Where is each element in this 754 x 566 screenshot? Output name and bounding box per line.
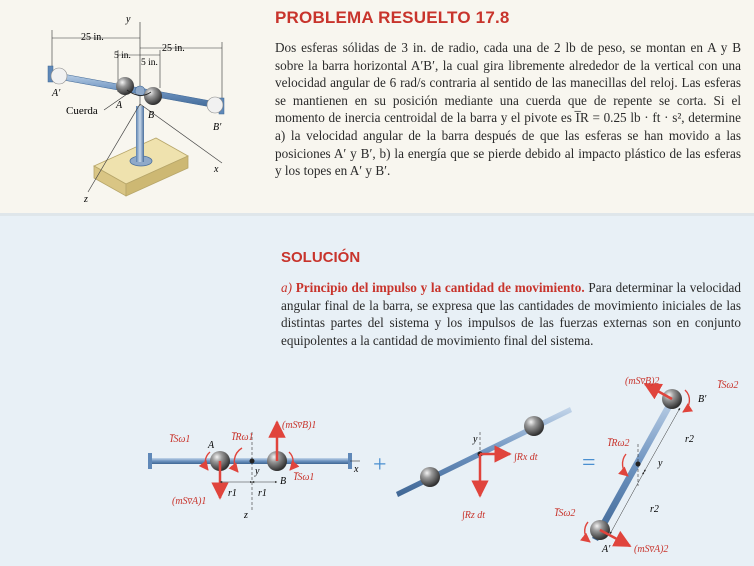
problem-figure: [0, 0, 262, 214]
label-rz-dt: ∫Rz dt: [462, 510, 486, 521]
axis-y-final: y: [658, 458, 663, 469]
solution-title: SOLUCIÓN: [281, 249, 361, 266]
sphere-ghost-a-prime: [51, 68, 67, 84]
dim-5in-left: 5 in.: [114, 51, 131, 61]
label-b: B: [148, 110, 155, 121]
impulse-momentum-figure: [140, 362, 754, 566]
label-r2-top: r2: [685, 434, 694, 445]
label-mv-a2: (mSv̅A)2: [634, 544, 669, 555]
axis-y-impulse: y: [473, 434, 478, 445]
axis-label-y: y: [126, 14, 131, 25]
label-is-w2-bottom: I̅Sω2: [555, 508, 576, 519]
label-is-w1-left: I̅Sω1: [170, 434, 191, 445]
plus-sign: +: [373, 452, 387, 478]
impulse-state: [396, 407, 572, 521]
label-cuerda: Cuerda: [66, 105, 98, 117]
axis-x-initial: x: [354, 464, 359, 475]
solution-paragraph: [281, 279, 741, 349]
dim-25in-right: 25 in.: [162, 43, 185, 54]
initial-state: [148, 420, 360, 521]
label-a-prime-final: A′: [602, 544, 611, 555]
vertical-post: [136, 106, 144, 162]
label-a-initial: A: [208, 440, 215, 451]
label-ir-w2: I̅Rω2: [608, 438, 630, 449]
label-r1-right: r1: [258, 488, 267, 499]
problem-title: PROBLEMA RESUELTO 17.8: [275, 8, 510, 27]
axis-z-initial: z: [244, 510, 248, 521]
axis-label-z: z: [84, 194, 88, 205]
sphere-a: [116, 77, 134, 95]
label-r1-left: r1: [228, 488, 237, 499]
problem-statement: Dos esferas sólidas de 3 in. de radio, cada una de 2 lb de peso, se montan en A y B sobre la barra horizontal A′B′, la cual gira libremente alrededor de la vertical con una velocidad angular de 6 rad/s contraria al sentido de las manecillas del reloj. Las esferas se mantienen en su posición mediante una cuerda que de repente se corta. Si el momento de inercia centroidal de la barra y el pivote es I̅R = 0.25 lb · ft · s², determine a) la velocidad angular de la barra después de que las esferas se han movido a las posiciones A′ y B′, b) la energía que se pierde debido al impacto plástico de las esferas y los topes en A′ y B′.: [275, 40, 741, 179]
label-a: A: [116, 100, 123, 111]
label-ir-w1: I̅Rω1: [232, 432, 254, 443]
label-mv-b1: (mSv̅B)1: [282, 420, 317, 431]
dim-25in-left: 25 in.: [81, 32, 104, 43]
label-is-w1-right: I̅Sω1: [294, 472, 315, 483]
axis-y-initial: y: [255, 466, 260, 477]
dim-5in-right: 5 in.: [141, 58, 158, 68]
label-b-initial: B: [280, 476, 287, 487]
solution-heading-prefix: a): [281, 280, 292, 295]
axis-label-x: x: [214, 164, 219, 175]
equals-sign: =: [582, 450, 596, 476]
label-b-prime: B′: [213, 122, 222, 133]
solution-heading-text: Principio del impulso y la cantidad de movimiento.: [295, 280, 585, 295]
sphere-b: [144, 87, 162, 105]
solution-heading: [281, 280, 585, 295]
label-a-prime: A′: [52, 88, 61, 99]
sphere-a-impulse: [420, 467, 440, 487]
label-rx-dt: ∫Rx dt: [514, 452, 538, 463]
label-b-prime-final: B′: [698, 394, 707, 405]
solution-text: Para determinar la velocidad angular final de la barra, se expresa que las cantidades de movimiento iniciales de las distintas partes del sistema y los impulsos de las fuerzas externas son en conjunto equipolentes a la cantidad de movimiento final del sistema.: [281, 280, 741, 348]
rod-impulse: [396, 407, 572, 497]
label-mv-b2: (mSv̅B)2: [625, 376, 660, 387]
sphere-ghost-b-prime: [207, 97, 223, 113]
label-is-w2-top: I̅Sω2: [718, 380, 739, 391]
sphere-b-impulse: [524, 416, 544, 436]
label-r2-bottom: r2: [650, 504, 659, 515]
label-mv-a1: (mSv̅A)1: [172, 496, 207, 507]
